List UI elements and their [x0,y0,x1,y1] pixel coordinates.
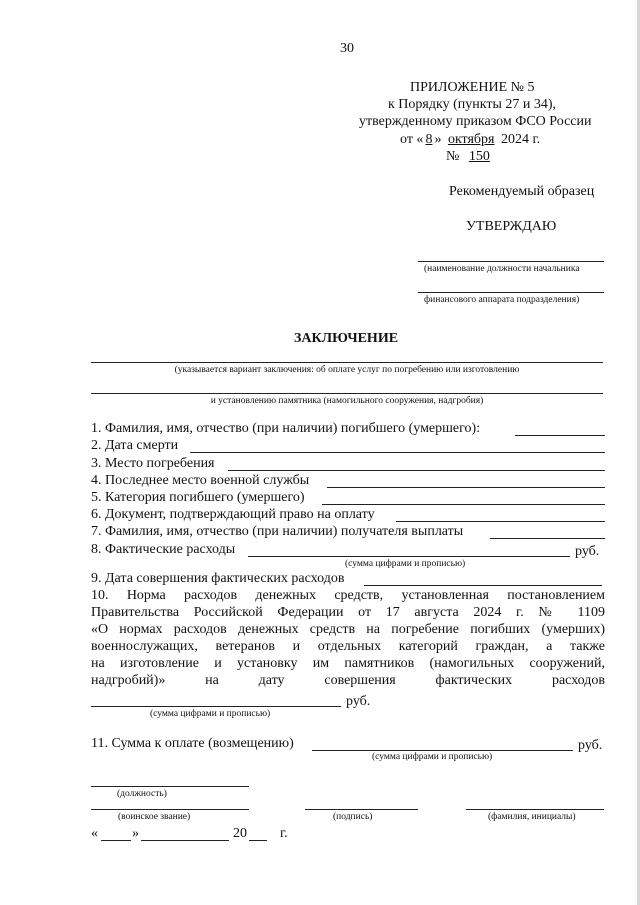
name-caption: (фамилия, инициалы) [488,812,576,822]
position-line [91,786,249,787]
item-10-line-2: Правительства Российской Федерации от 17 августа 2024 г. № 1109 [91,605,605,620]
item-4-field [327,487,605,488]
item-10-unit: руб. [346,694,371,709]
sign-date-year-prefix: 20 [233,826,247,841]
item-5-label: 5. Категория погибшего (умершего) [91,490,305,505]
item-11-unit: руб. [578,738,603,753]
signature-caption: (подпись) [333,812,373,822]
item-10-line-4: военнослужащих, ветеранов и отдельных категорий граждан, а также [91,639,605,654]
date-day: 8 [425,132,433,147]
appendix-line2: к Порядку (пункты 27 и 34), [388,97,557,112]
approve-caption-2: финансового аппарата подразделения) [424,295,580,305]
appendix-date [400,131,540,148]
order-number: 150 [468,149,490,164]
heading-line-2 [91,393,603,394]
item-7-field [490,538,605,539]
page-number: 30 [340,41,354,56]
item-1-label: 1. Фамилия, имя, отчество (при наличии) погибшего (умершего): [91,421,481,436]
item-8-field [248,556,570,557]
sign-date-year-suffix: г. [280,826,288,841]
date-mid: » [434,132,442,147]
item-8-label: 8. Фактические расходы [91,542,236,557]
item-10-caption: (сумма цифрами и прописью) [150,709,271,719]
item-9-label: 9. Дата совершения фактических расходов [91,571,345,586]
number-prefix: № [446,149,460,164]
sign-date-day-field [101,840,131,841]
name-line [466,809,604,810]
item-8-unit: руб. [575,544,600,559]
item-7-label: 7. Фамилия, имя, отчество (при наличии) получателя выплаты [91,524,464,539]
item-11-field [312,750,573,751]
date-prefix: от « [400,132,424,147]
item-2-field [190,452,605,453]
approve-line-2 [418,292,604,293]
item-2-label: 2. Дата смерти [91,438,179,453]
item-9-field [364,585,602,586]
date-year: 2024 г. [501,132,541,147]
document-heading: ЗАКЛЮЧЕНИЕ [294,331,399,346]
rank-caption: (воинское звание) [118,812,191,822]
appendix-line3: утвержденному приказом ФСО России [359,114,592,129]
item-3-field [228,470,605,471]
heading-caption-1: (указывается вариант заключения: об оплате услуг по погребению или изготовлению [174,365,520,375]
item-1-field [515,435,605,436]
item-10-line-1: 10. Норма расходов денежных средств, установленная постановлением [91,588,605,603]
date-month: октября [447,132,495,147]
signature-line [305,809,418,810]
appendix-number [446,148,496,165]
item-10-field [91,706,341,707]
recommended-sample: Рекомендуемый образец [449,184,595,199]
item-6-label: 6. Документ, подтверждающий право на оплату [91,507,375,522]
approve-heading: УТВЕРЖДАЮ [466,219,557,234]
appendix-title: ПРИЛОЖЕНИЕ № 5 [410,80,535,95]
approve-line-1 [418,261,604,262]
sign-date-month-field [141,840,229,841]
item-8-caption: (сумма цифрами и прописью) [345,559,466,569]
item-10-text [91,587,605,689]
sign-date-open: « [91,826,98,841]
item-3-label: 3. Место погребения [91,456,215,471]
item-10-line-3: «О нормах расходов денежных средств на погребение погибших (умерших) [91,622,605,637]
position-caption: (должность) [117,789,167,799]
item-5-field [322,504,605,505]
item-10-line-6: надгробий)» на дату совершения фактических расходов [91,673,605,688]
approve-caption-1: (наименование должности начальника [424,264,580,274]
item-10-line-5: на изготовление и установку им памятников (намогильных сооружений, [91,656,605,671]
item-11-caption: (сумма цифрами и прописью) [372,752,493,762]
item-11-label: 11. Сумма к оплате (возмещению) [91,736,294,751]
heading-caption-2: и установлению памятника (намогильного сооружения, надгробия) [210,396,484,406]
item-4-label: 4. Последнее место военной службы [91,473,310,488]
sign-date-close: » [132,826,139,841]
item-6-field [396,521,605,522]
sign-date-year-field [249,840,267,841]
rank-line [91,809,249,810]
heading-line-1 [91,362,603,363]
